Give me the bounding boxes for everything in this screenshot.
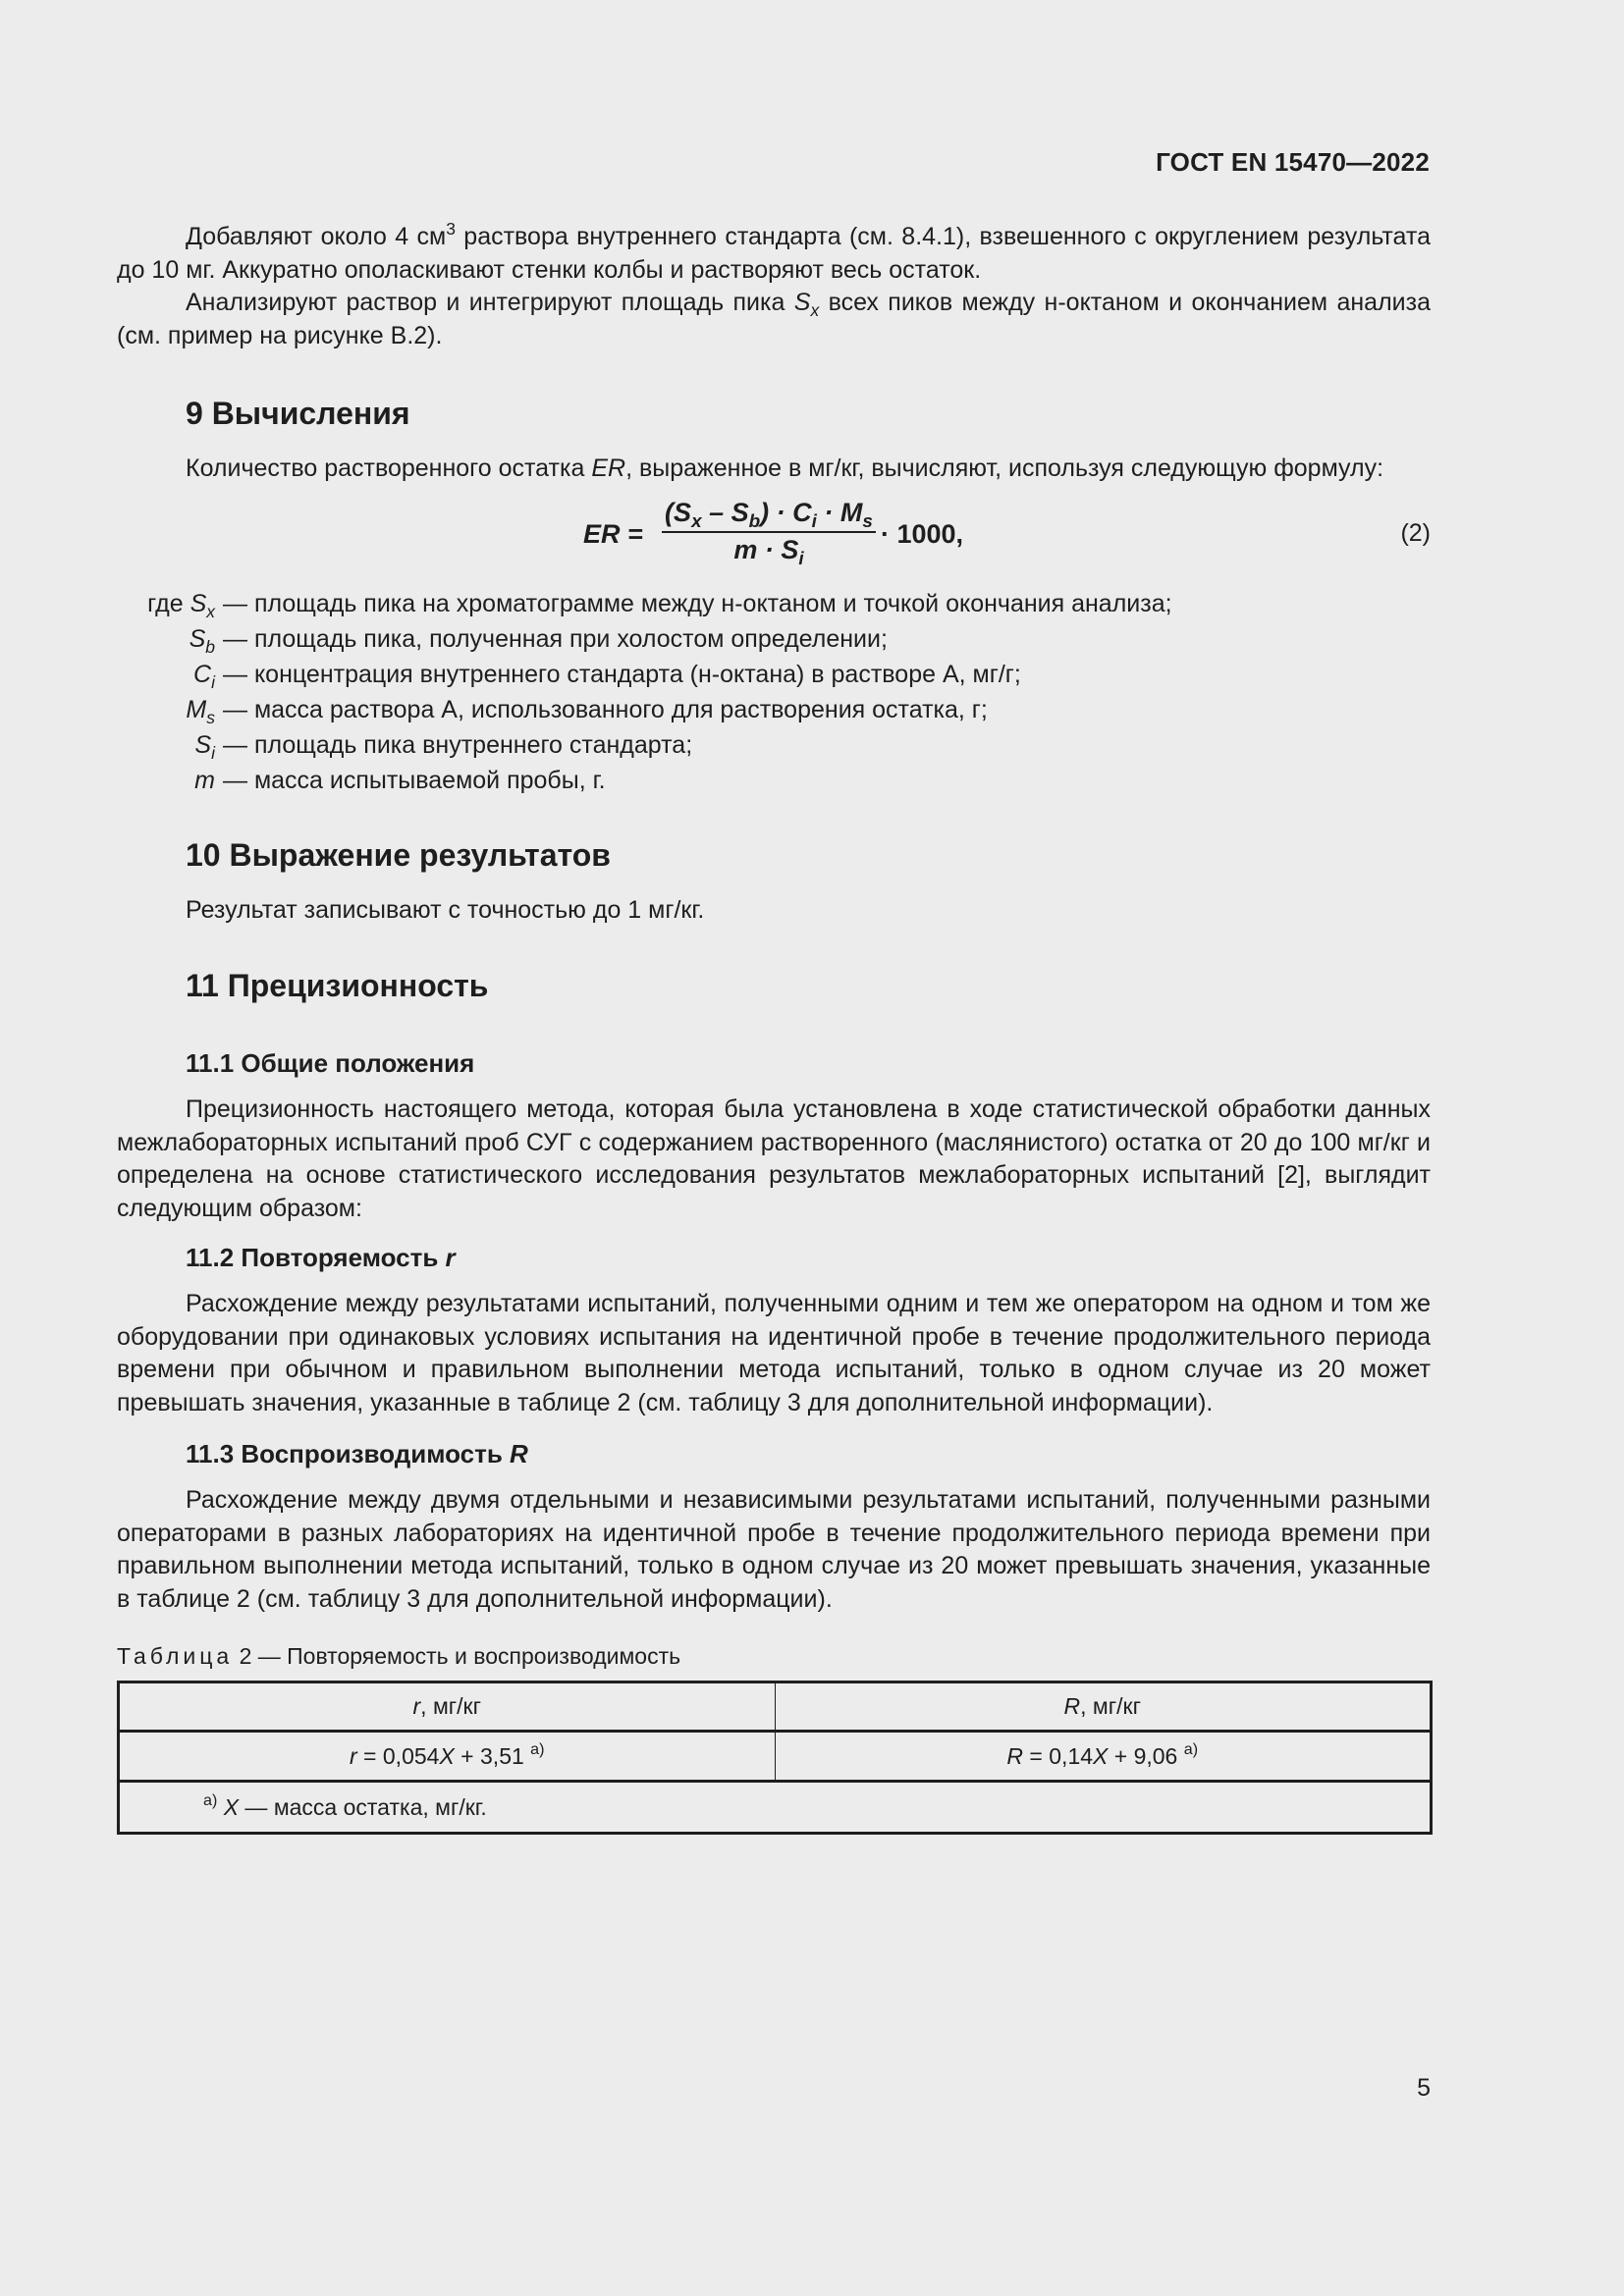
table-footnote-row xyxy=(119,1782,1432,1834)
section-9-title: 9 Вычисления xyxy=(186,396,410,431)
formula-denominator: $m \cdot S_i$ xyxy=(733,534,804,569)
legend-row: $S_b$ — площадь пика, полученная при холостом определении; xyxy=(189,624,888,657)
legend-row: $M_s$ — масса раствора А, использованного для растворения остатка, г; xyxy=(186,695,988,727)
legend-row: $C_i$ — концентрация внутреннего стандарта (н-октана) в растворе А, мг/г; xyxy=(193,660,1021,692)
table-header-R: R, мг/кг xyxy=(775,1682,1432,1732)
formula-numerator: $(S_x - S_b) \cdot C_i \cdot M_s$ xyxy=(662,496,876,533)
legend-row: где $S_x$ — площадь пика на хроматограмме между н-октаном и точкой окончания анализа; xyxy=(147,589,1172,621)
table-2-caption: Таблица 2 — Повторяемость и воспроизводимость xyxy=(117,1643,681,1669)
table-footnote: $^{a)}$ X — масса остатка, мг/кг. xyxy=(119,1782,1432,1834)
section-10-paragraph: Результат записывают с точностью до 1 мг/кг. xyxy=(186,895,705,924)
table-cell-R-formula: R = 0,14X + 9,06 $^{a)}$ xyxy=(775,1732,1432,1782)
subsection-11-3-title: 11.3 Воспроизводимость R xyxy=(186,1439,528,1468)
intro-paragraph-2: Анализируют раствор и интегрируют площадь пика $S_x$ всех пиков между н-октаном и окончанием анализа (см. пример на рисунке В.2). xyxy=(117,289,1431,349)
formula-lhs: ER = xyxy=(583,518,643,549)
subsection-11-2-title: 11.2 Повторяемость r xyxy=(186,1243,456,1272)
subsection-11-1-title: 11.1 Общие положения xyxy=(186,1048,475,1078)
page-content xyxy=(117,221,1431,1835)
variable-legend xyxy=(117,586,1431,798)
document-code: ГОСТ EN 15470—2022 xyxy=(1156,147,1430,177)
formula-multiplier: · 1000, xyxy=(881,518,964,549)
table-header-r: r, мг/кг xyxy=(119,1682,776,1732)
subsection-11-1-paragraph: Прецизионность настоящего метода, которая была установлена в ходе статистической обработки данных межлабораторных испытаний проб СУГ с содержанием растворенного (маслянистого) остатка от 20 до 100 мг/кг и определена на основе статистического исследования результатов межлабораторных испытаний [2], выглядит следующим образом: xyxy=(117,1095,1431,1222)
subsection-11-2-paragraph: Расхождение между результатами испытаний, полученными одним и тем же оператором на одном и том же оборудовании при одинаковых условиях испытания на идентичной пробе в течение продолжительного периода времени при обычном и правильном выполнении метода испытаний, только в одном случае из 20 может превышать значения, указанные в таблице 2 (см. таблицу 3 для дополнительной информации). xyxy=(117,1290,1431,1416)
table-2 xyxy=(117,1681,1433,1835)
subsection-11-3-paragraph: Расхождение между двумя отдельными и независимыми результатами испытаний, полученными разными операторами в разных лабораториях на идентичной пробе в течение продолжительного периода времени при правильном выполнении метода испытаний, только в одном случае из 20 может превышать значения, указанные в таблице 2 (см. таблицу 3 для дополнительной информации). xyxy=(117,1486,1431,1613)
formula-fraction xyxy=(662,496,876,569)
equation-number: (2) xyxy=(1400,518,1431,547)
legend-row: m — масса испытываемой пробы, г. xyxy=(194,766,606,794)
intro-paragraph-1: Добавляют около 4 $см^3$ раствора внутреннего стандарта (см. 8.4.1), взвешенного с округлением результата до 10 мг. Аккуратно ополаскивают стенки колбы и растворяют весь остаток. xyxy=(117,219,1431,284)
table-row xyxy=(119,1732,1432,1782)
table-header-row xyxy=(119,1682,1432,1732)
page-number: 5 xyxy=(1417,2074,1431,2102)
section-10-title: 10 Выражение результатов xyxy=(186,836,611,873)
formula-2 xyxy=(117,496,1431,580)
table-cell-r-formula: r = 0,054X + 3,51 $^{a)}$ xyxy=(119,1732,776,1782)
legend-row: $S_i$ — площадь пика внутреннего стандарта; xyxy=(194,730,693,763)
section-9-paragraph: Количество растворенного остатка ER, выраженное в мг/кг, вычисляют, используя следующую формулу: xyxy=(186,454,1384,482)
section-11-title: 11 Прецизионность xyxy=(186,968,489,1003)
